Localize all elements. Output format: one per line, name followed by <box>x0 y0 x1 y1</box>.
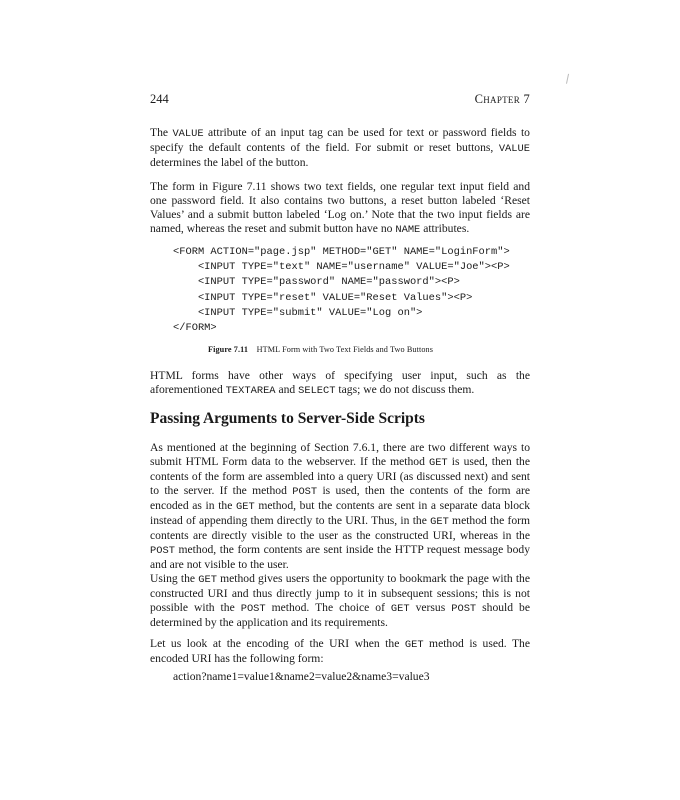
code-line: <INPUT TYPE="password" NAME="password"><P> <box>173 276 460 289</box>
page-number: 244 <box>150 92 169 106</box>
code-line: </FORM> <box>173 322 217 335</box>
paragraph-uri-encoding: Let us look at the encoding of the URI when the GET method is used. The encoded URI has the following form: <box>150 637 530 665</box>
figure-caption <box>208 345 433 354</box>
code-line: <INPUT TYPE="submit" VALUE="Log on"> <box>173 306 423 319</box>
paragraph-form-description: The form in Figure 7.11 shows two text fields, one regular text input field and one password field. It also contains two buttons, a reset button labeled ‘Reset Values’ and a submit button labeled ‘Log on.’ Note that the two input fields are named, whereas the reset and submit button have no NAME attributes. <box>150 180 530 236</box>
paragraph-other-inputs: HTML forms have other ways of specifying user input, such as the aforementioned TEXTAREA and SELECT tags; we do not discuss them. <box>150 369 530 397</box>
code-line: <FORM ACTION="page.jsp" METHOD="GET" NAME="LoginForm"> <box>173 246 510 258</box>
section-heading: Passing Arguments to Server-Side Scripts <box>150 410 425 427</box>
running-header <box>150 92 530 110</box>
uri-formula: action?name1=value1&name2=value2&name3=value3 <box>173 670 430 683</box>
code-listing <box>173 244 510 335</box>
chapter-title: Chapter 7 <box>474 92 530 106</box>
margin-mark <box>566 74 571 84</box>
code-line: <INPUT TYPE="text" NAME="username" VALUE="Joe"><P> <box>173 261 510 274</box>
figure-caption-text: HTML Form with Two Text Fields and Two Buttons <box>256 345 434 354</box>
figure-label: Figure 7.11 <box>208 345 249 354</box>
paragraph-get-post: As mentioned at the beginning of Section 7.6.1, there are two different ways to submit HTML Form data to the webserver. If the method GET is used, then the contents of the form are assembled into a query URI (as discussed next) and sent to the server. If the method POST is used, then the contents of the form are encoded as in the GET method, but the contents are sent in a separate data block instead of appending them directly to the URI. Thus, in the GET method the form contents are directly visible to the user as the constructed URI, whereas in the POST method, the form contents are sent inside the HTTP request message body and are not visible to the user. <box>150 441 530 571</box>
paragraph-bookmark: Using the GET method gives users the opportunity to bookmark the page with the constructed URI and thus directly jump to it in subsequent sessions; this is not possible with the POST method. The choice of GET versus POST should be determined by the application and its requirements. <box>150 572 531 629</box>
code-line: <INPUT TYPE="reset" VALUE="Reset Values"><P> <box>173 291 473 304</box>
paragraph-value-attribute: The VALUE attribute of an input tag can be used for text or password fields to specify the default contents of the field. For submit or reset buttons, VALUE determines the label of the button. <box>150 126 530 169</box>
